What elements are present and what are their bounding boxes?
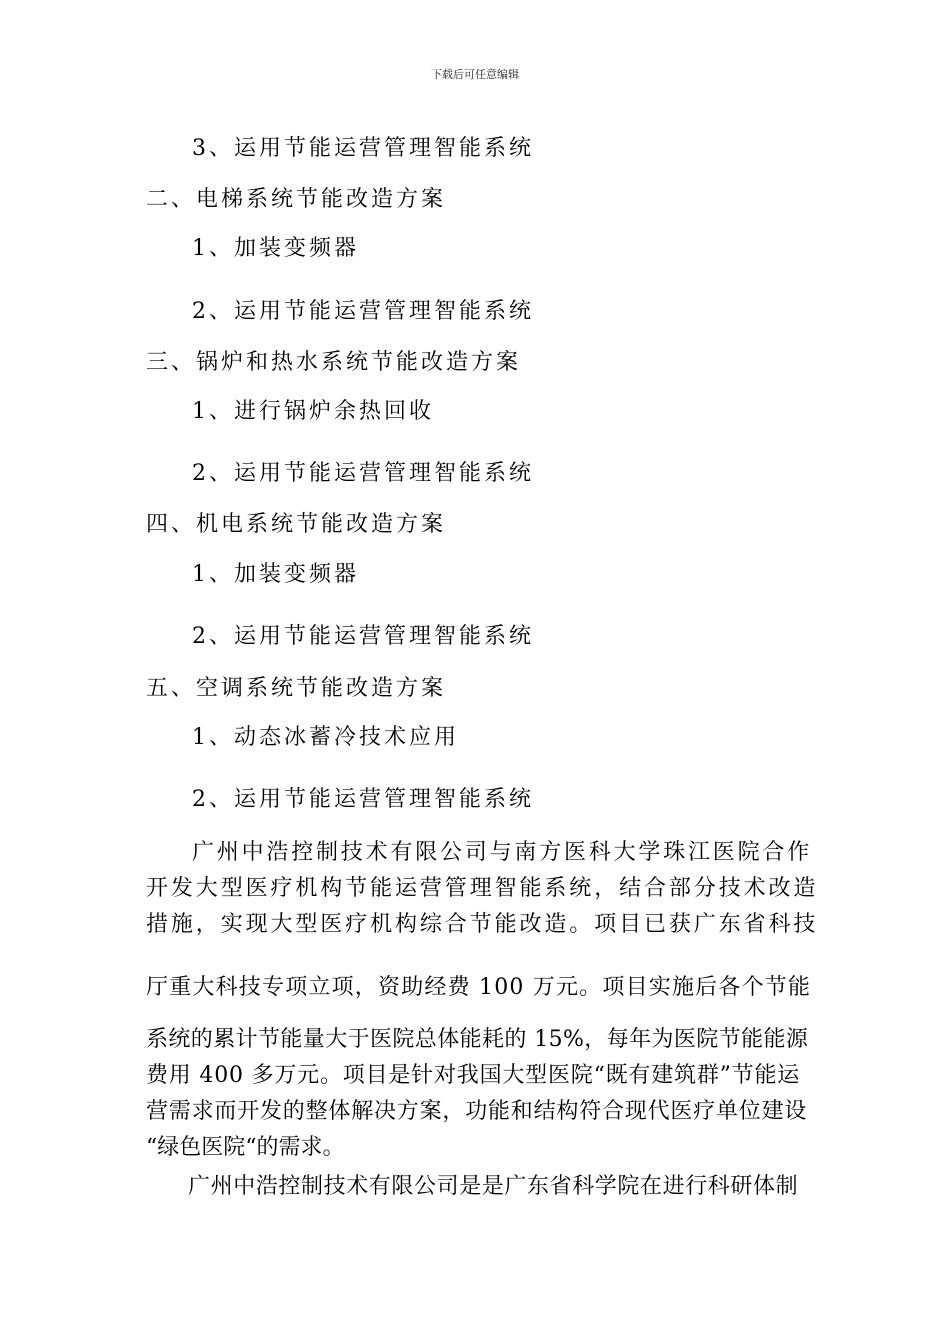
paragraph-line: “绿色医院“的需求。 <box>146 1135 345 1160</box>
outline-item: 3、运用节能运营管理智能系统 <box>192 136 534 161</box>
outline-item: 1、加装变频器 <box>192 562 359 587</box>
paragraph-line: 费用 400 多万元。项目是针对我国大型医院“既有建筑群”节能运 <box>146 1063 801 1088</box>
outline-item: 1、加装变频器 <box>192 236 359 261</box>
outline-item: 1、动态冰蓄冷技术应用 <box>192 725 459 750</box>
paragraph-line: 营需求而开发的整体解决方案，功能和结构符合现代医疗单位建设 <box>146 1099 808 1124</box>
paragraph-line: 广州中浩控制技术有限公司是是广东省科学院在进行科研体制 <box>188 1174 799 1199</box>
paragraph-line: 开发大型医疗机构节能运营管理智能系统，结合部分技术改造 <box>146 876 819 901</box>
outline-item: 2、运用节能运营管理智能系统 <box>192 299 534 324</box>
section-heading: 三、锅炉和热水系统节能改造方案 <box>146 350 522 375</box>
outline-item: 2、运用节能运营管理智能系统 <box>192 787 534 812</box>
outline-item: 1、进行锅炉余热回收 <box>192 399 434 424</box>
outline-item: 2、运用节能运营管理智能系统 <box>192 624 534 649</box>
paragraph-line: 厅重大科技专项立项，资助经费 100 万元。项目实施后各个节能 <box>146 975 812 1000</box>
paragraph-line: 广州中浩控制技术有限公司与南方医科大学珠江医院合作 <box>192 840 813 865</box>
outline-item: 2、运用节能运营管理智能系统 <box>192 461 534 486</box>
section-heading: 四、机电系统节能改造方案 <box>146 512 447 537</box>
paragraph-line: 措施，实现大型医疗机构综合节能改造。项目已获广东省科技 <box>146 912 819 937</box>
section-heading: 五、空调系统节能改造方案 <box>146 676 447 701</box>
section-heading: 二、电梯系统节能改造方案 <box>146 187 447 212</box>
paragraph-line: 系统的累计节能量大于医院总体能耗的 15%，每年为医院节能能源 <box>146 1027 809 1052</box>
page-header: 下载后可任意编辑 <box>431 68 519 81</box>
